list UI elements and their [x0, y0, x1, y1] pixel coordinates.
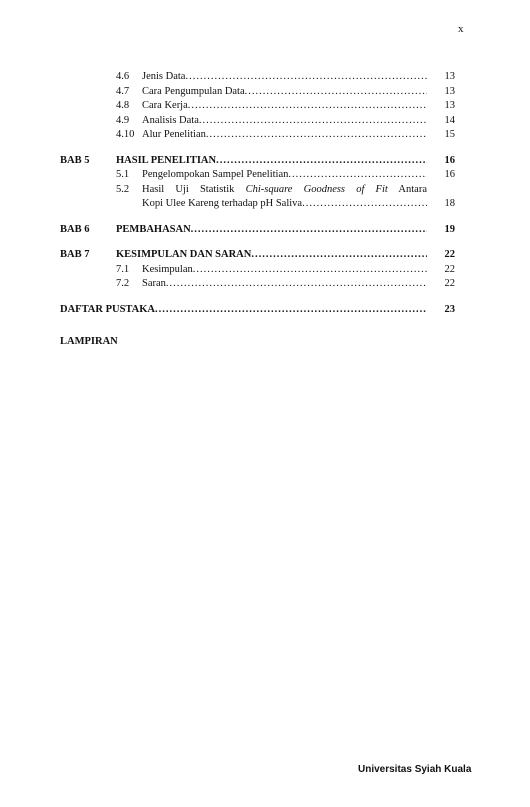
chapter-title: PEMBAHASAN — [116, 223, 191, 235]
toc-entry-number: 7.1 — [116, 263, 130, 275]
toc-entry-4-10 — [60, 128, 455, 143]
page-number: x — [458, 23, 464, 35]
toc-entry-page: 22 — [444, 278, 455, 289]
chapter-title: HASIL PENELITIAN — [116, 154, 217, 166]
section-title: DAFTAR PUSTAKA — [60, 303, 155, 315]
toc-entry-title: Analisis Data — [142, 114, 199, 126]
toc-entry-title: Saran — [142, 278, 166, 289]
toc-entry-4-6 — [60, 70, 455, 85]
toc-entry-number: 5.2 — [116, 183, 130, 195]
toc-entry-5-2 — [60, 183, 455, 212]
dot-leader — [188, 99, 427, 114]
toc-entry-number: 5.1 — [116, 169, 130, 180]
toc-entry-title: Pengelompokan Sampel Penelitian — [142, 169, 289, 180]
dot-leader — [288, 168, 427, 183]
toc-entry-number: 4.10 — [116, 129, 135, 140]
chapter-page: 16 — [444, 154, 455, 166]
dot-leader — [166, 277, 427, 292]
toc-entry-number: 4.8 — [116, 100, 130, 111]
toc-entry-page: 22 — [444, 263, 455, 275]
footer-institution: Universitas Syiah Kuala — [358, 764, 472, 775]
dot-leader — [206, 128, 427, 143]
chapter-label: BAB 7 — [60, 249, 90, 260]
chapter-title: KESIMPULAN DAN SARAN — [116, 249, 252, 260]
dot-leader — [155, 303, 427, 318]
toc-chapter-6 — [60, 223, 455, 238]
toc-entry-7-1 — [60, 263, 455, 278]
chapter-page: 19 — [444, 223, 455, 235]
toc-chapter-5 — [60, 154, 455, 169]
toc-entry-title: Jenis Data — [142, 71, 186, 82]
toc-daftar-pustaka — [60, 303, 455, 318]
italic-term: Chi-square Goodness of Fit — [245, 183, 388, 195]
toc-entry-page: 15 — [444, 129, 455, 140]
toc-entry-title-line1: Hasil Uji Statistik Chi-square Goodness of Fit Antara — [142, 183, 427, 195]
toc-entry-page: 18 — [444, 198, 455, 209]
toc-entry-title: Cara Kerja — [142, 100, 188, 111]
dot-leader — [191, 223, 427, 238]
toc-lampiran: LAMPIRAN — [60, 336, 118, 347]
toc-entry-page: 16 — [444, 169, 455, 180]
dot-leader — [245, 85, 427, 100]
dot-leader — [193, 263, 427, 278]
table-of-contents — [60, 70, 455, 350]
chapter-label: BAB 6 — [60, 223, 90, 235]
toc-entry-number: 4.6 — [116, 71, 130, 82]
toc-entry-7-2 — [60, 277, 455, 292]
toc-entry-5-1 — [60, 168, 455, 183]
toc-entry-number: 4.9 — [116, 114, 130, 126]
toc-entry-page: 13 — [444, 71, 455, 82]
toc-entry-page: 13 — [444, 85, 455, 97]
toc-entry-number: 7.2 — [116, 278, 130, 289]
toc-entry-title: Cara Pengumpulan Data — [142, 85, 245, 97]
toc-entry-title: Alur Penelitian — [142, 129, 206, 140]
toc-entry-title-line2: Kopi Ulee Kareng terhadap pH Saliva — [142, 198, 303, 209]
toc-entry-number: 4.7 — [116, 85, 130, 97]
dot-leader — [216, 154, 427, 169]
dot-leader — [199, 114, 427, 129]
section-page: 23 — [444, 303, 455, 315]
toc-entry-title: Kesimpulan — [142, 263, 193, 275]
toc-entry-page: 13 — [444, 100, 455, 111]
toc-entry-page: 14 — [444, 114, 455, 126]
dot-leader — [302, 197, 427, 212]
dot-leader — [251, 248, 427, 263]
chapter-page: 22 — [444, 249, 455, 260]
toc-entry-4-9 — [60, 114, 455, 129]
dot-leader — [185, 70, 427, 85]
toc-chapter-7 — [60, 248, 455, 263]
chapter-label: BAB 5 — [60, 154, 90, 166]
toc-entry-4-8 — [60, 99, 455, 114]
toc-entry-4-7 — [60, 85, 455, 100]
